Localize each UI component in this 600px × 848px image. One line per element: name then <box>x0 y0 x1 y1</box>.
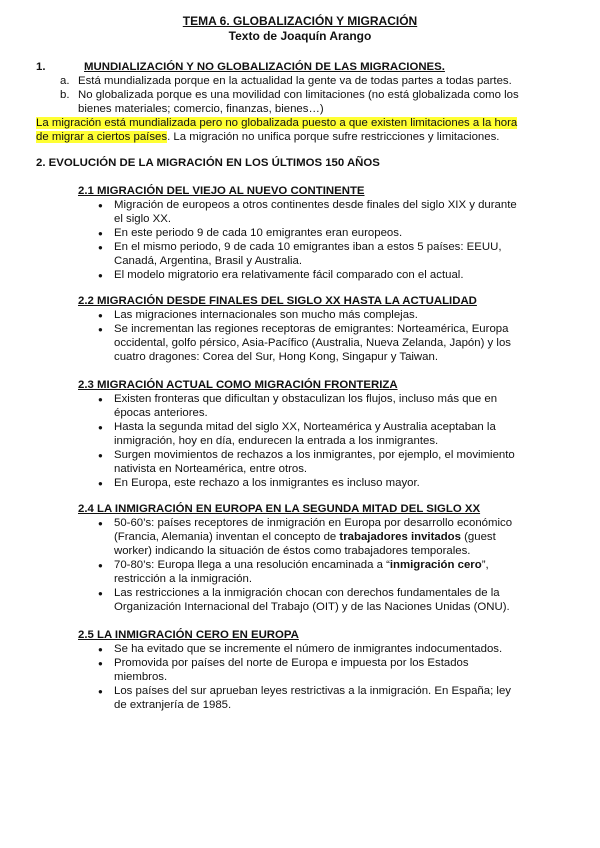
bullet-icon: ● <box>98 229 103 238</box>
bullet-text-continued: inmigración, hoy en día, endurecen la entrada a los inmigrantes. <box>114 435 439 447</box>
bullet-text: En el mismo periodo, 9 de cada 10 emigrantes iban a estos 5 países: EEUU, <box>114 241 502 253</box>
subsection-2-3-heading: 2.3 MIGRACIÓN ACTUAL COMO MIGRACIÓN FRONTERIZA <box>78 379 398 391</box>
list-item: Está mundializada porque en la actualidad la gente va de todas partes a todas partes. <box>78 75 512 87</box>
bullet-icon: ● <box>98 659 103 668</box>
bullet-text: Hasta la segunda mitad del siglo XX, Norteamérica y Australia aceptaban la <box>114 421 496 433</box>
bullet-text-continued: épocas anteriores. <box>114 407 208 419</box>
bullet-icon: ● <box>98 243 103 252</box>
list-item-continued: bienes materiales; comercio, finanzas, bienes…) <box>78 103 324 115</box>
highlighted-paragraph-line2: de migrar a ciertos países. La migración no unifica porque sufre restricciones y limitaciones. <box>36 131 500 143</box>
bullet-icon: ● <box>98 451 103 460</box>
bullet-text-continued: miembros. <box>114 671 168 683</box>
list-marker: b. <box>60 89 70 101</box>
list-marker: a. <box>60 75 70 87</box>
bullet-icon: ● <box>98 325 103 334</box>
bullet-text: 70-80’s: Europa llega a una resolución encaminada a “inmigración cero”, <box>114 559 489 571</box>
bullet-icon: ● <box>98 645 103 654</box>
bullet-text: Surgen movimientos de rechazos a los inmigrantes, por ejemplo, el movimiento <box>114 449 515 461</box>
bullet-text-continued: nativista en Norteamérica, entre otros. <box>114 463 308 475</box>
bullet-icon: ● <box>98 479 103 488</box>
bullet-text-continued: Organización Internacional del Trabajo (OIT) y de las Naciones Unidas (ONU). <box>114 601 510 613</box>
subsection-2-1-heading: 2.1 MIGRACIÓN DEL VIEJO AL NUEVO CONTINENTE <box>78 185 365 197</box>
term-inmigracion-cero: inmigración cero <box>389 559 482 571</box>
subsection-2-5-heading: 2.5 LA INMIGRACIÓN CERO EN EUROPA <box>78 629 299 641</box>
bullet-text-continued: worker) indicando la situación de éstos como trabajadores temporales. <box>114 545 471 557</box>
bullet-text: Promovida por países del norte de Europa e impuesta por los Estados <box>114 657 469 669</box>
bullet-text: En Europa, este rechazo a los inmigrantes es incluso mayor. <box>114 477 420 489</box>
section-1-number: 1. <box>36 61 46 73</box>
list-item: No globalizada porque es una movilidad con limitaciones (no está globalizada como los <box>78 89 519 101</box>
bullet-text-continued: restricción a la inmigración. <box>114 573 253 585</box>
highlighted-paragraph-line1: La migración está mundializada pero no globalizada puesto a que existen limitaciones a la hora <box>36 117 518 129</box>
bullet-icon: ● <box>98 271 103 280</box>
bullet-text: 50-60’s: países receptores de inmigración en Europa por desarrollo económico <box>114 517 513 529</box>
bullet-text-continued: cuatro dragones: Corea del Sur, Hong Kong, Singapur y Taiwan. <box>114 351 438 363</box>
term-trabajadores-invitados: trabajadores invitados <box>339 531 461 543</box>
bullet-text: Los países del sur aprueban leyes restrictivas a la inmigración. En España; ley <box>114 685 511 697</box>
bullet-text-continued: Canadá, Argentina, Brasil y Australia. <box>114 255 303 267</box>
bullet-text-continued: el siglo XX. <box>114 213 171 225</box>
bullet-icon: ● <box>98 311 103 320</box>
bullet-icon: ● <box>98 687 103 696</box>
bullet-icon: ● <box>98 561 103 570</box>
document-subtitle: Texto de Joaquín Arango <box>228 29 372 43</box>
section-1-heading: MUNDIALIZACIÓN Y NO GLOBALIZACIÓN DE LAS MIGRACIONES. <box>84 61 445 73</box>
bullet-text: Se incrementan las regiones receptoras de emigrantes: Norteamérica, Europa <box>114 323 509 335</box>
document-title: TEMA 6. GLOBALIZACIÓN Y MIGRACIÓN <box>182 14 418 28</box>
section-2-heading: 2. EVOLUCIÓN DE LA MIGRACIÓN EN LOS ÚLTIMOS 150 AÑOS <box>36 157 380 169</box>
bullet-icon: ● <box>98 423 103 432</box>
bullet-text-continued: (Francia, Alemania) inventan el concepto de trabajadores invitados (guest <box>114 531 496 543</box>
bullet-text: El modelo migratorio era relativamente fácil comparado con el actual. <box>114 269 464 281</box>
bullet-icon: ● <box>98 395 103 404</box>
bullet-text: En este periodo 9 de cada 10 emigrantes eran europeos. <box>114 227 403 239</box>
bullet-text: Se ha evitado que se incremente el número de inmigrantes indocumentados. <box>114 643 503 655</box>
subsection-2-4-heading: 2.4 LA INMIGRACIÓN EN EUROPA EN LA SEGUNDA MITAD DEL SIGLO XX <box>78 503 481 515</box>
subsection-2-2-heading: 2.2 MIGRACIÓN DESDE FINALES DEL SIGLO XX HASTA LA ACTUALIDAD <box>78 295 477 307</box>
bullet-icon: ● <box>98 589 103 598</box>
bullet-text: Las migraciones internacionales son mucho más complejas. <box>114 309 418 321</box>
bullet-text-continued: de extranjería de 1985. <box>114 699 232 711</box>
bullet-text: Existen fronteras que dificultan y obstaculizan los flujos, incluso más que en <box>114 393 498 405</box>
bullet-text: Las restricciones a la inmigración chocan con derechos fundamentales de la <box>114 587 500 599</box>
bullet-icon: ● <box>98 201 103 210</box>
bullet-text-continued: occidental, golfo pérsico, Asia-Pacífico (Australia, Nueva Zelanda, Japón) y los <box>114 337 511 349</box>
bullet-text: Migración de europeos a otros continentes desde finales del siglo XIX y durante <box>114 199 517 211</box>
bullet-icon: ● <box>98 519 103 528</box>
